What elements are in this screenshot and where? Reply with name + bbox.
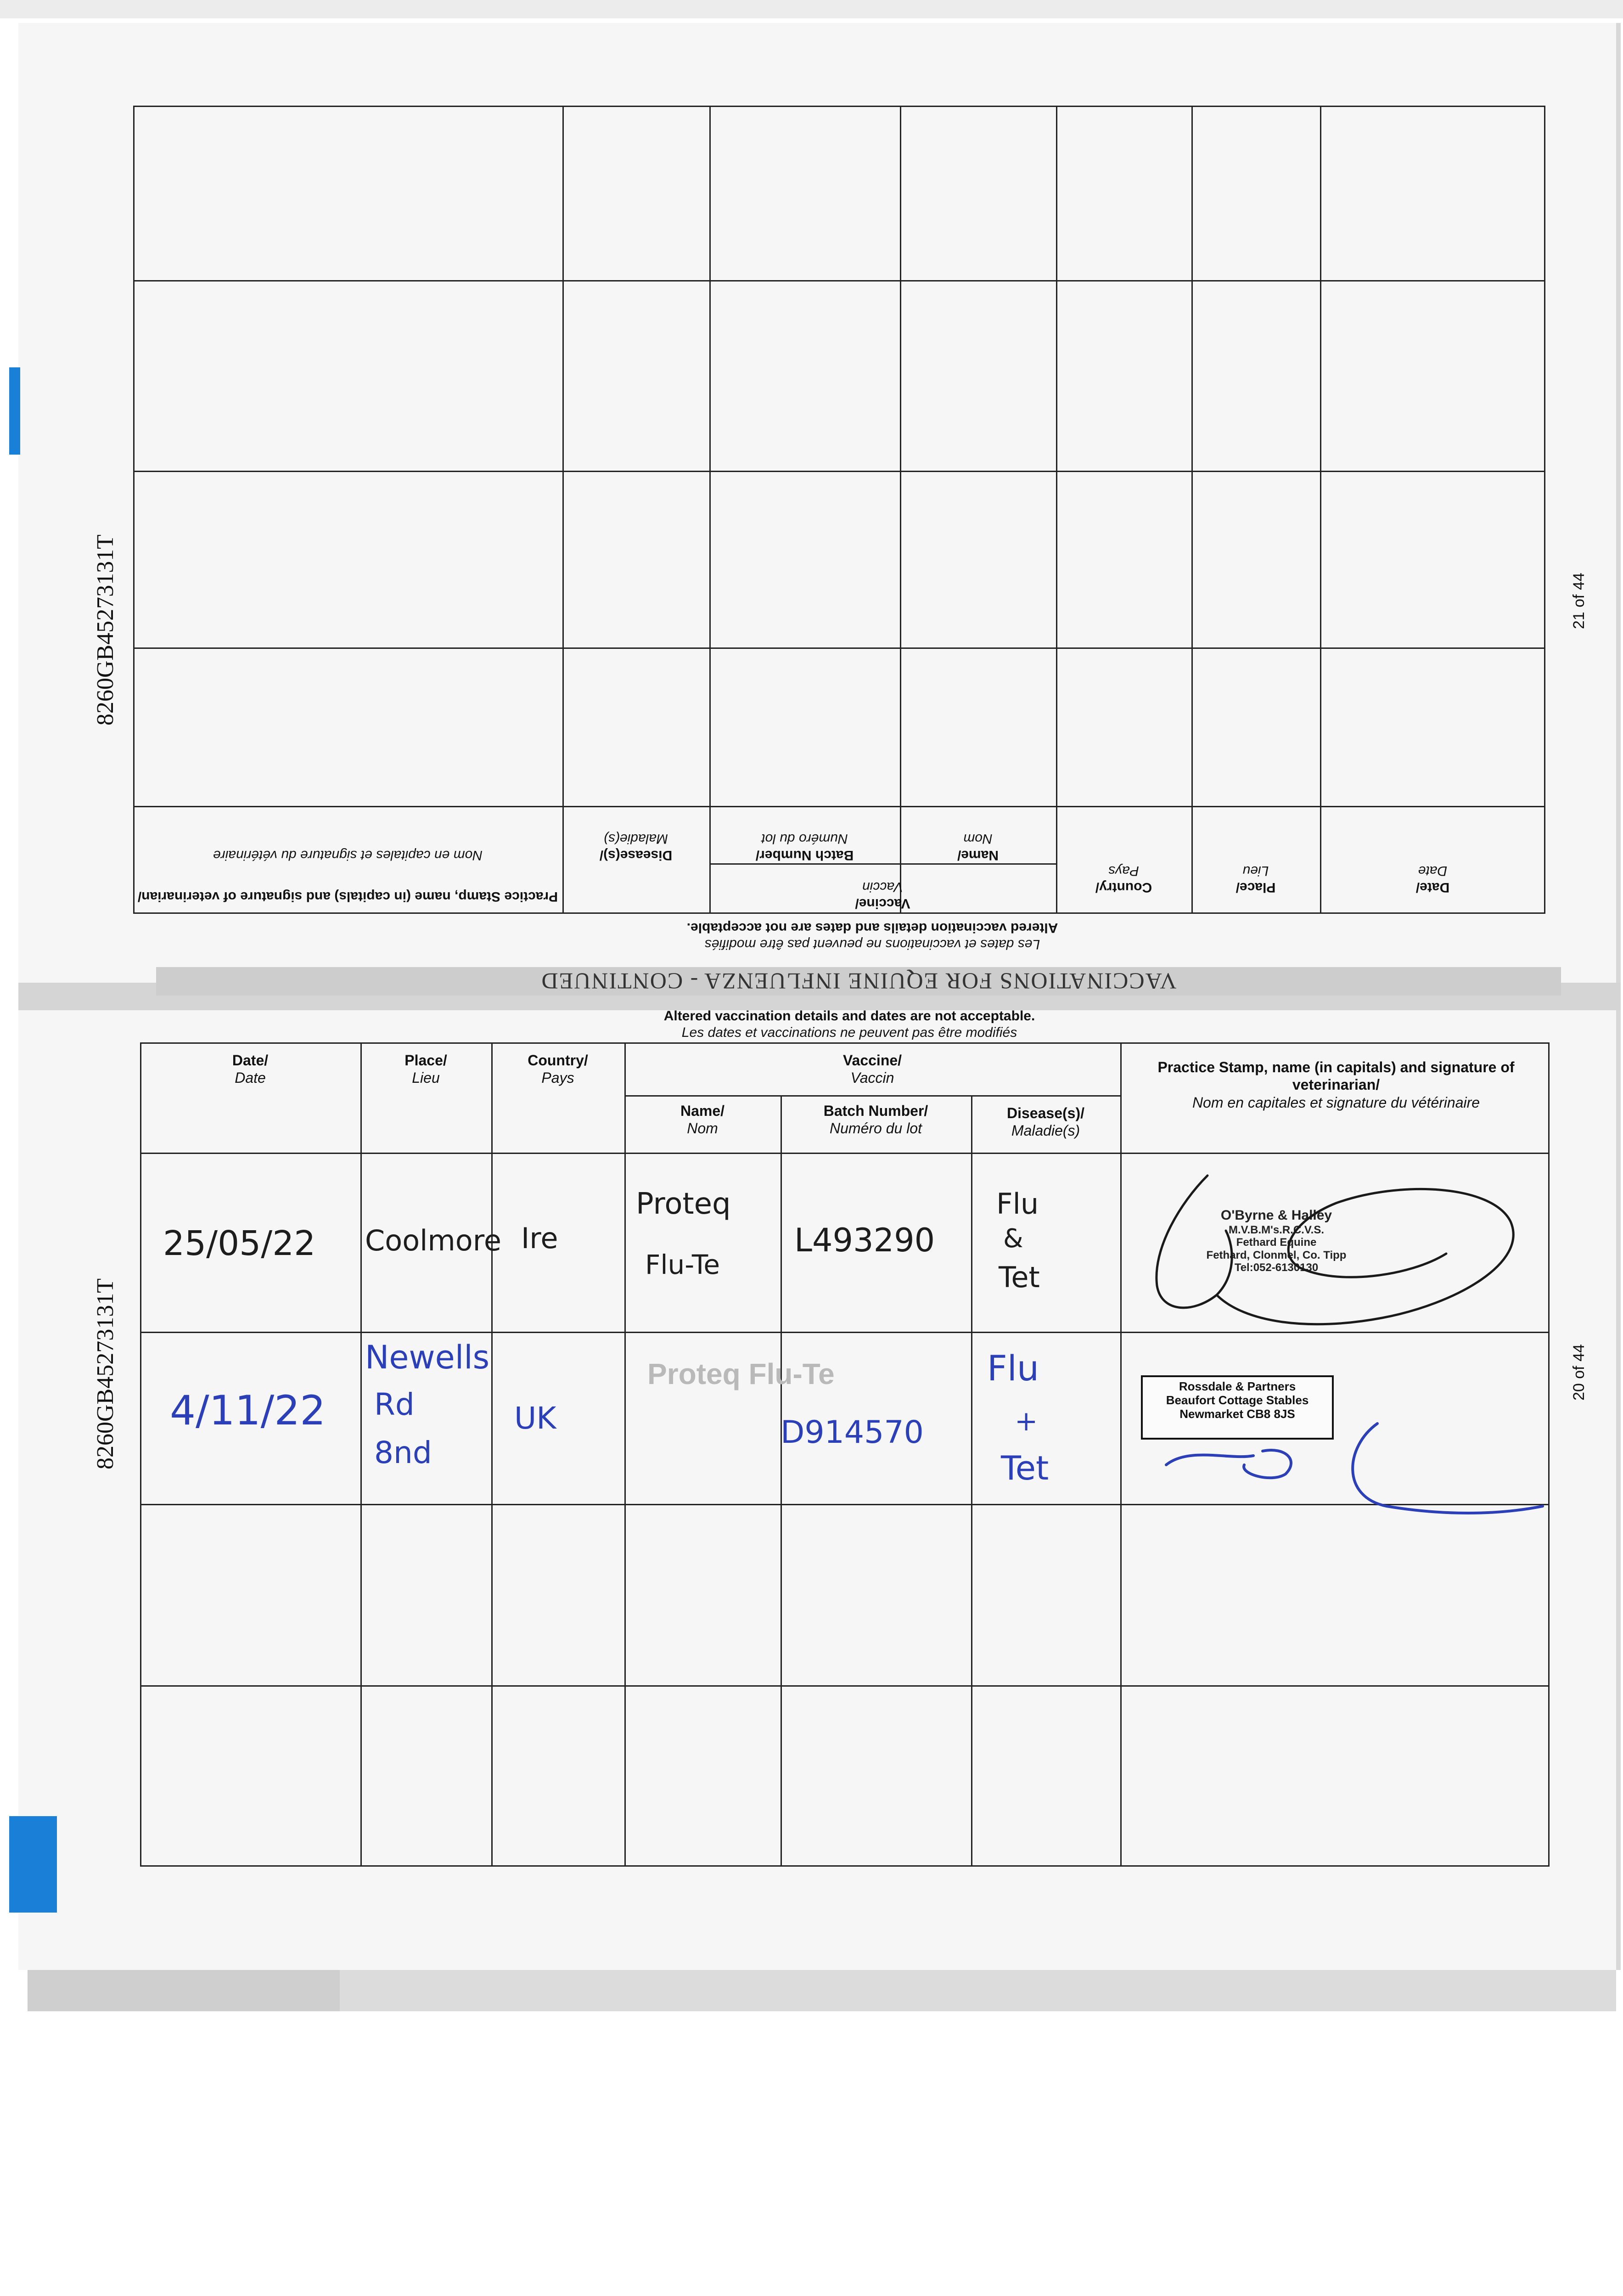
lower-col-disease-fr: Maladie(s) (1011, 1122, 1080, 1139)
lower-col-batch-fr: Numéro du lot (830, 1120, 922, 1137)
lower-col-vaccine-fr: Vaccin (850, 1069, 894, 1086)
lower-notice-en: Altered vaccination details and dates are not acceptable. (663, 1008, 1035, 1024)
upper-col-batch-fr: Numéro du lot (761, 831, 848, 846)
upper-col-place (1191, 827, 1320, 895)
entry2-name-stamp: Proteq Flu-Te (647, 1357, 835, 1390)
lower-col-batch-en: Batch Number/ (823, 1103, 928, 1119)
scan-edge (0, 0, 1623, 18)
lower-col-stamp-fr: Nom en capitales et signature du vétérinaire (1192, 1094, 1480, 1111)
lower-col-date-en: Date/ (232, 1052, 269, 1069)
upper-col-batch-en: Batch Number/ (755, 848, 854, 863)
lower-notice (459, 1008, 1240, 1041)
lower-col-country (491, 1052, 624, 1087)
lower-col-disease (971, 1104, 1120, 1140)
upper-col-disease-en: Disease(s)/ (599, 848, 673, 863)
entry1-stamp-line4: Fethard, Clonmel, Co. Tipp (1206, 1249, 1347, 1261)
blue-tab-upper (9, 367, 20, 455)
upper-notice-fr: Les dates et vaccinations ne peuvent pas être modifiés (704, 937, 1040, 952)
upper-col-place-en: Place/ (1236, 880, 1276, 895)
entry1-disease-line1: Flu (996, 1187, 1039, 1221)
lower-col-country-fr: Pays (541, 1069, 574, 1086)
entry2-disease-line2: + (1015, 1405, 1038, 1437)
upper-col-batch (709, 808, 900, 863)
lower-col-vaccine (624, 1052, 1120, 1087)
entry1-disease-line3: Tet (999, 1261, 1040, 1294)
lower-col-place-en: Place/ (404, 1052, 447, 1069)
upper-col-place-fr: Lieu (1242, 863, 1269, 878)
entry1-country: Ire (521, 1221, 558, 1255)
upper-section-title: VACCINATIONS FOR EQUINE INFLUENZA - CONTINUED (156, 967, 1561, 996)
upper-col-country-fr: Pays (1108, 863, 1139, 878)
upper-col-disease-fr: Maladie(s) (603, 831, 668, 846)
lower-col-date-fr: Date (235, 1069, 266, 1086)
entry1-disease-line2: & (1003, 1224, 1023, 1254)
entry2-stamp-line3: Newmarket CB8 8JS (1179, 1407, 1295, 1421)
lower-col-stamp-en: Practice Stamp, name (in capitals) and signature of veterinarian/ (1157, 1059, 1515, 1093)
entry1-place: Coolmore (365, 1224, 501, 1257)
lower-col-place-fr: Lieu (412, 1069, 440, 1086)
upper-col-date-en: Date/ (1415, 880, 1450, 895)
entry1-stamp-line1: O'Byrne & Halley (1220, 1208, 1332, 1223)
lower-col-name-en: Name/ (680, 1103, 725, 1119)
entry1-stamp-line2: M.V.B.M's.R.C.V.S. (1229, 1223, 1324, 1236)
upper-col-date-fr: Date (1418, 863, 1448, 878)
entry2-place-line3: 8nd (374, 1435, 432, 1470)
upper-col-date (1320, 827, 1545, 895)
entry2-place-line1: Newells (365, 1339, 490, 1376)
lower-col-name (624, 1102, 781, 1137)
upper-col-vaccine (709, 866, 1056, 912)
entry1-batch: L493290 (794, 1221, 935, 1259)
entry2-batch: D914570 (781, 1414, 924, 1451)
page-number-upper: 21 of 44 (1570, 573, 1588, 629)
lower-col-stamp (1129, 1058, 1543, 1111)
upper-notice-en: Altered vaccination details and dates are not acceptable. (686, 920, 1058, 935)
entry1-name-line2: Flu-Te (645, 1249, 720, 1280)
entry2-date: 4/11/22 (170, 1387, 326, 1434)
lower-col-country-en: Country/ (528, 1052, 588, 1069)
lower-col-vaccine-en: Vaccine/ (842, 1052, 902, 1069)
entry1-stamp-line3: Fethard Equine (1236, 1236, 1317, 1249)
lower-col-batch (781, 1102, 971, 1137)
entry2-stamp-line2: Beaufort Cottage Stables (1166, 1393, 1309, 1407)
upper-col-country (1056, 827, 1191, 895)
passport-number-lower: 8260GB45273131T (92, 1278, 118, 1469)
lower-col-date (140, 1052, 360, 1087)
lower-notice-fr: Les dates et vaccinations ne peuvent pas être modifiés (681, 1025, 1017, 1040)
entry1-signature (1125, 1148, 1547, 1341)
entry1-date: 25/05/22 (163, 1224, 316, 1263)
upper-col-vaccine-fr: Vaccin (862, 879, 903, 895)
lower-col-disease-en: Disease(s)/ (1007, 1105, 1084, 1121)
upper-col-name (900, 808, 1056, 863)
entry2-country: UK (514, 1401, 556, 1436)
blue-tab-lower (9, 1816, 57, 1913)
upper-col-vaccine-en: Vaccine/ (855, 896, 910, 911)
entry1-stamp-line5: Tel:052-6130130 (1234, 1261, 1319, 1274)
entry2-disease-line3: Tet (1001, 1449, 1049, 1487)
upper-col-name-en: Name/ (957, 848, 999, 863)
page-bottom-edge (28, 1970, 1616, 2011)
lower-col-name-fr: Nom (687, 1120, 718, 1137)
entry2-place-line2: Rd (374, 1387, 415, 1422)
upper-col-country-en: Country/ (1095, 880, 1152, 895)
lower-col-place (360, 1052, 491, 1087)
upper-notice (367, 919, 1377, 952)
entry1-name-line1: Proteq (636, 1187, 731, 1221)
upper-col-stamp (133, 808, 562, 914)
page-number-lower: 20 of 44 (1570, 1344, 1588, 1401)
upper-col-stamp-fr: Nom en capitales et signature du vétérinaire (213, 848, 483, 863)
upper-col-stamp-en: Practice Stamp, name (in capitals) and signature of veterinarian/ (137, 889, 558, 904)
upper-col-disease (562, 808, 709, 863)
upper-col-name-fr: Nom (963, 831, 993, 846)
passport-number-upper: 8260GB45273131T (92, 535, 118, 726)
entry2-signature (1148, 1393, 1552, 1520)
upper-table (133, 106, 1545, 914)
entry2-disease-line1: Flu (987, 1348, 1039, 1389)
entry2-stamp-line1: Rossdale & Partners (1179, 1379, 1296, 1393)
